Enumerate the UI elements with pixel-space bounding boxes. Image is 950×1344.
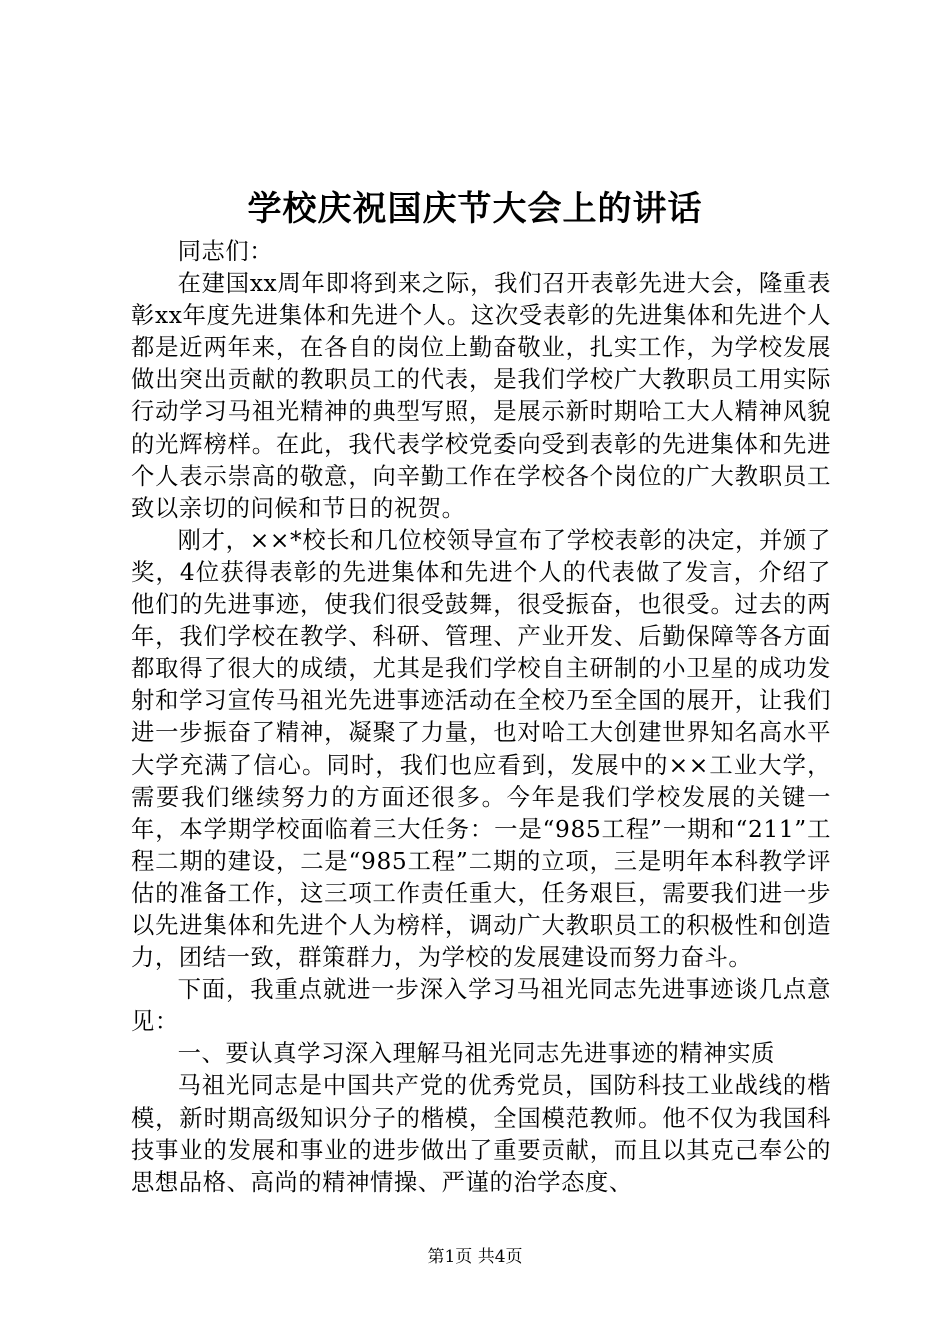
- section-heading: 一、要认真学习深入理解马祖光同志先进事迹的精神实质: [177, 1040, 776, 1068]
- document-title: 学校庆祝国庆节大会上的讲话: [247, 189, 703, 229]
- paragraph: 下面，我重点就进一步深入学习马祖光同志先进事迹谈几点意见：: [131, 976, 831, 1036]
- document-body: [131, 236, 831, 1199]
- page-footer: 第1页 共4页: [427, 1247, 523, 1267]
- paragraph: 在建国xx周年即将到来之际，我们召开表彰先进大会，隆重表彰xx年度先进集体和先进个人。这次受表彰的先进集体和先进个人都是近两年来，在各自的岗位上勤奋敬业，扎实工作，为学校发展做出突出贡献的教职员工的代表，是我们学校广大教职员工用实际行动学习马祖光精神的典型写照，是展示新时期哈工大人精神风貌的光辉榜样。在此，我代表学校党委向受到表彰的先进集体和先进个人表示崇高的敬意，向辛勤工作在学校各个岗位的广大教职员工致以亲切的问候和节日的祝贺。: [131, 270, 831, 522]
- paragraph: 马祖光同志是中国共产党的优秀党员，国防科技工业战线的楷模，新时期高级知识分子的楷模，全国模范教师。他不仅为我国科技事业的发展和事业的进步做出了重要贡献，而且以其克己奉公的思想品格、高尚的精神情操、严谨的治学态度、: [131, 1072, 831, 1196]
- salutation: 同志们：: [177, 238, 274, 265]
- paragraph: 刚才，××*校长和几位校领导宣布了学校表彰的决定，并颁了奖，4位获得表彰的先进集体和先进个人的代表做了发言，介绍了他们的先进事迹，使我们很受鼓舞，很受振奋，也很受。过去的两年，我们学校在教学、科研、管理、产业开发、后勤保障等各方面都取得了很大的成绩，尤其是我们学校自主研制的小卫星的成功发射和学习宣传马祖光先进事迹活动在全校乃至全国的展开，让我们进一步振奋了精神，凝聚了力量，也对哈工大创建世界知名高水平大学充满了信心。同时，我们也应看到，发展中的××工业大学，需要我们继续努力的方面还很多。今年是我们学校发展的关键一年，本学期学校面临着三大任务：一是“985工程”一期和“211”工程二期的建设，二是“985工程”二期的立项，三是明年本科教学评估的准备工作，这三项工作责任重大，任务艰巨，需要我们进一步以先进集体和先进个人为榜样，调动广大教职员工的积极性和创造力，团结一致，群策群力，为学校的发展建设而努力奋斗。: [131, 526, 831, 972]
